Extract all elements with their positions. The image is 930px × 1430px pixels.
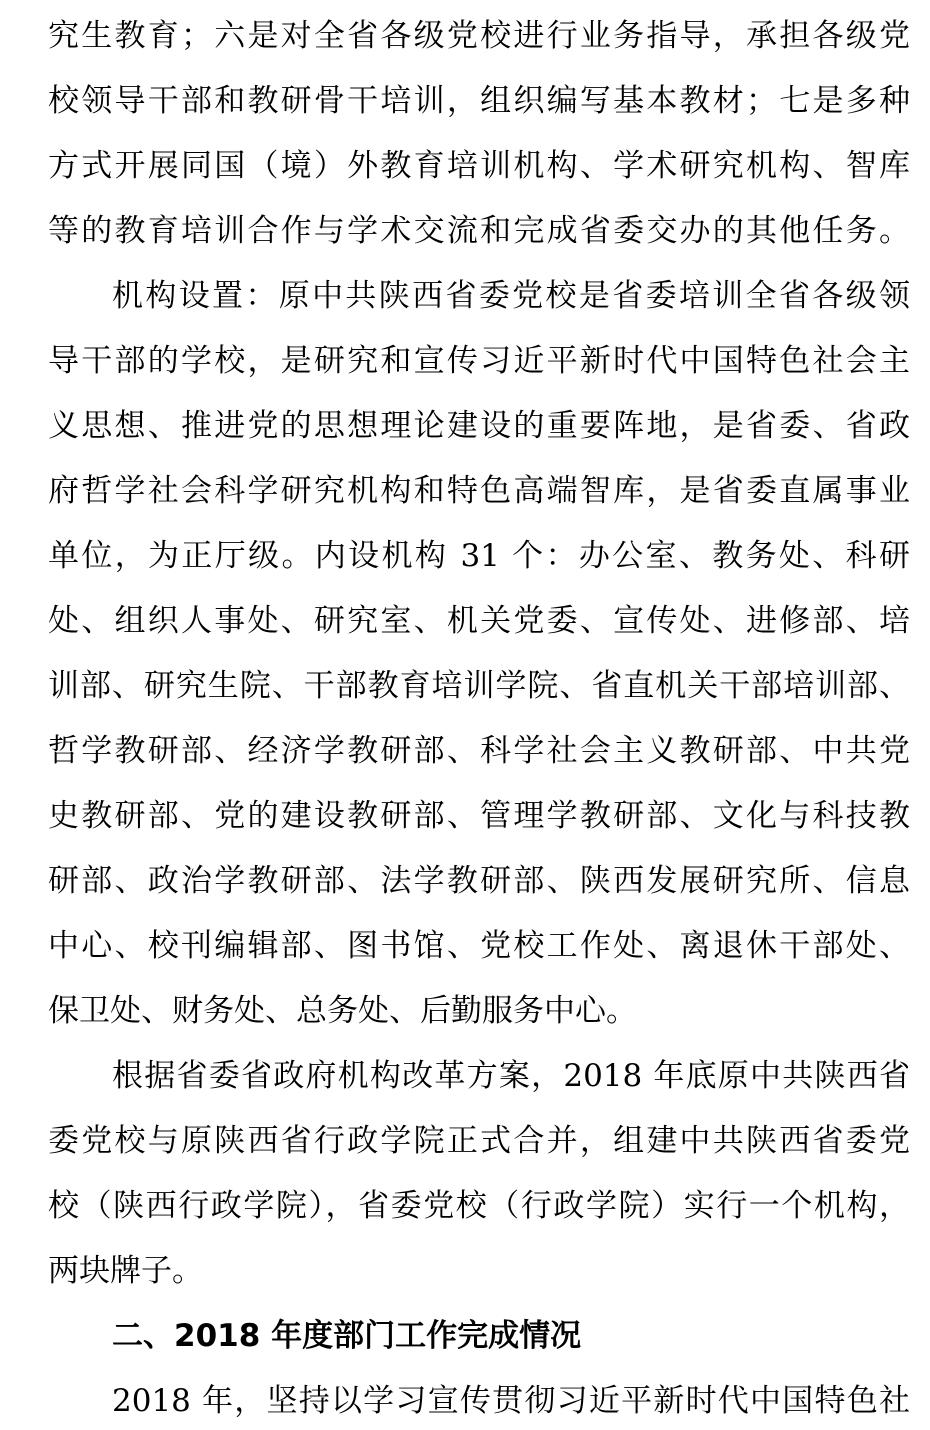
paragraph-2-line-9: 史教研部、党的建设教研部、管理学教研部、文化与科技教 xyxy=(48,798,910,834)
paragraph-2-line-12: 保卫处、财务处、总务处、后勤服务中心。 xyxy=(48,993,637,1029)
paragraph-2-line-6: 处、组织人事处、研究室、机关党委、宣传处、进修部、培 xyxy=(48,603,910,639)
paragraph-2-line-11: 中心、校刊编辑部、图书馆、党校工作处、离退休干部处、 xyxy=(48,928,910,964)
paragraph-2-line-10: 研部、政治学教研部、法学教研部、陕西发展研究所、信息 xyxy=(48,863,910,899)
paragraph-1-line-2: 校领导干部和教研骨干培训，组织编写基本教材；七是多种 xyxy=(48,83,910,119)
paragraph-2-line-8: 哲学教研部、经济学教研部、科学社会主义教研部、中共党 xyxy=(48,733,910,769)
paragraph-4-line-1: 2018 年，坚持以学习宣传贯彻习近平新时代中国特色社 xyxy=(112,1383,910,1419)
paragraph-1-line-1: 究生教育；六是对全省各级党校进行业务指导，承担各级党 xyxy=(48,18,910,54)
paragraph-3-line-2: 委党校与原陕西省行政学院正式合并，组建中共陕西省委党 xyxy=(48,1123,910,1159)
paragraph-3-line-4: 两块牌子。 xyxy=(48,1253,203,1289)
paragraph-2-line-1: 机构设置：原中共陕西省委党校是省委培训全省各级领 xyxy=(112,278,910,314)
paragraph-3-line-3: 校（陕西行政学院），省委党校（行政学院）实行一个机构， xyxy=(48,1188,910,1224)
section-heading: 二、2018 年度部门工作完成情况 xyxy=(112,1318,582,1354)
paragraph-2-line-3: 义思想、推进党的思想理论建设的重要阵地，是省委、省政 xyxy=(48,408,910,444)
paragraph-2-line-7: 训部、研究生院、干部教育培训学院、省直机关干部培训部、 xyxy=(48,668,910,704)
paragraph-1-line-4: 等的教育培训合作与学术交流和完成省委交办的其他任务。 xyxy=(48,213,910,249)
paragraph-1-line-3: 方式开展同国（境）外教育培训机构、学术研究机构、智库 xyxy=(48,148,910,184)
paragraph-2-line-4: 府哲学社会科学研究机构和特色高端智库，是省委直属事业 xyxy=(48,473,910,509)
paragraph-2-line-2: 导干部的学校，是研究和宣传习近平新时代中国特色社会主 xyxy=(48,343,910,379)
paragraph-3-line-1: 根据省委省政府机构改革方案，2018 年底原中共陕西省 xyxy=(112,1058,910,1094)
paragraph-2-line-5: 单位，为正厅级。内设机构 31 个：办公室、教务处、科研 xyxy=(48,538,910,574)
